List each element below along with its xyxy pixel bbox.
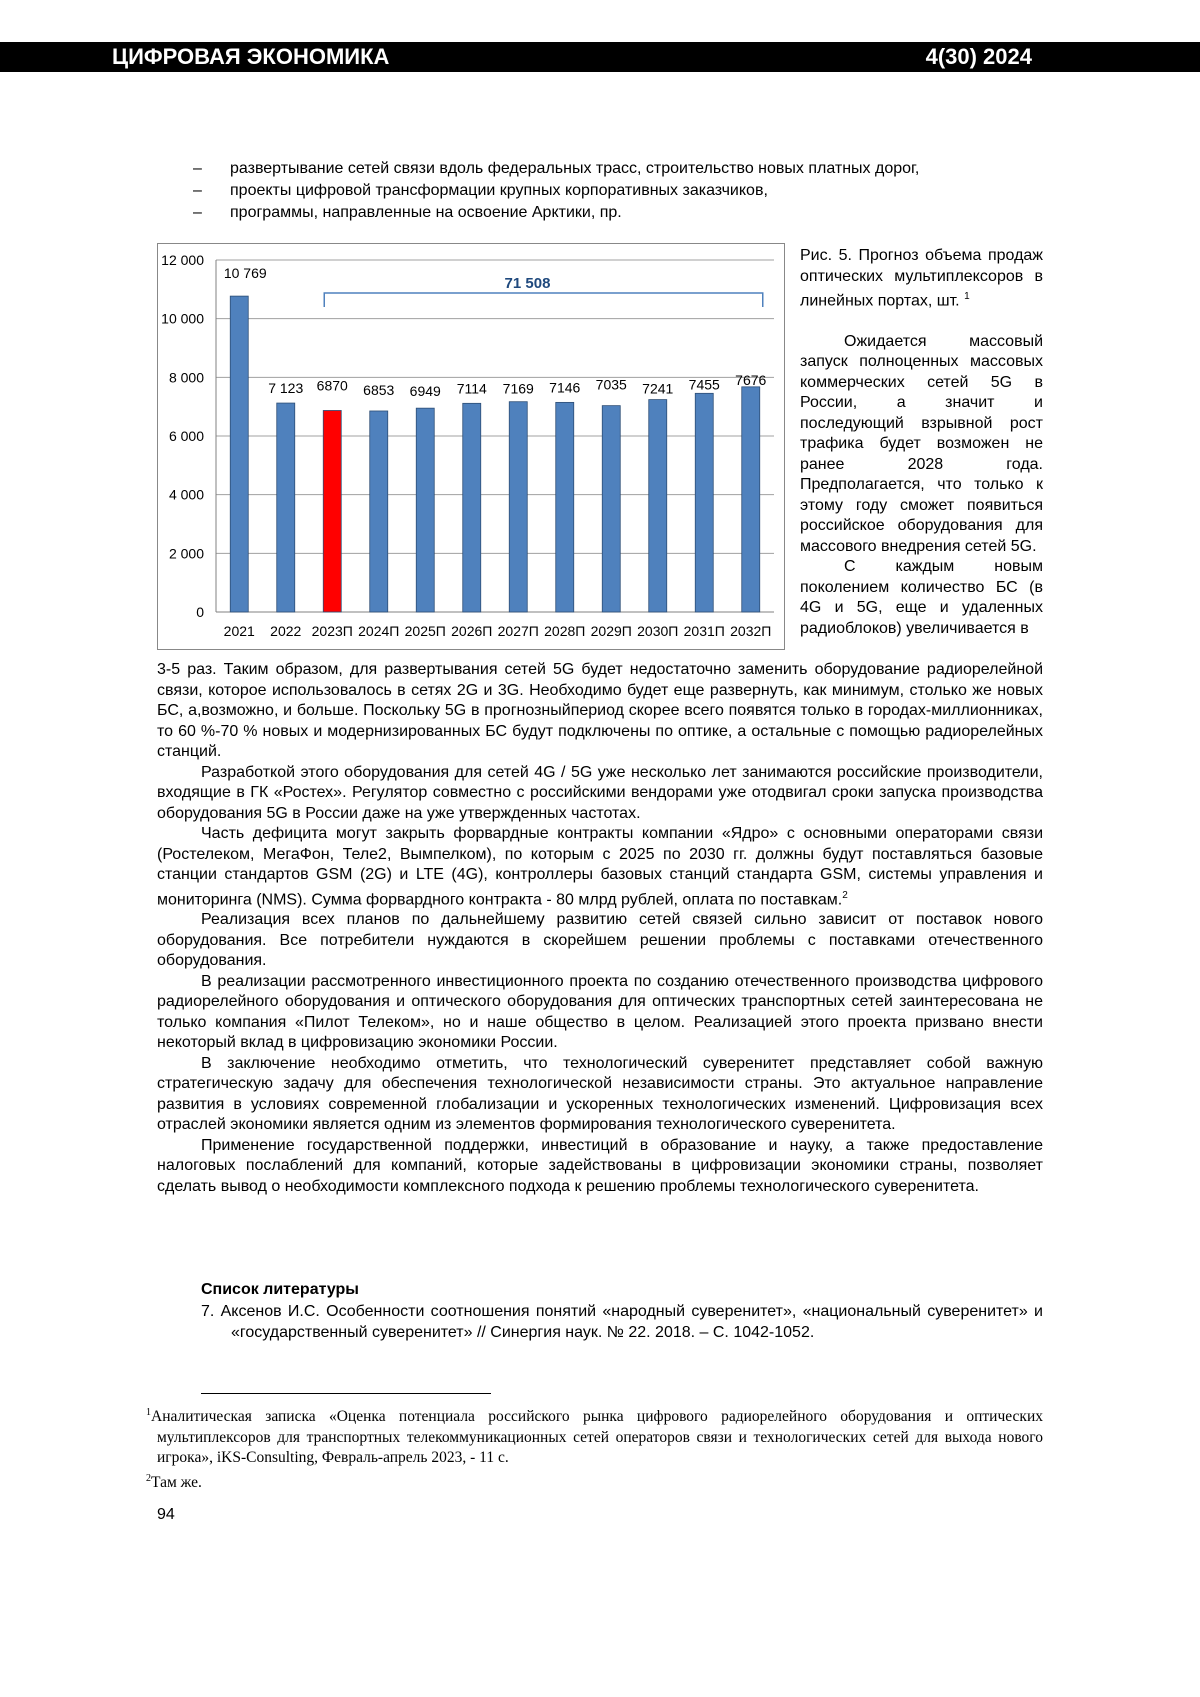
data-label: 7 123 [268, 380, 304, 397]
bullet-list [193, 158, 1043, 224]
data-label: 6870 [316, 377, 348, 394]
issue-number: 4(30) 2024 [925, 44, 1032, 69]
y-tick-label: 0 [196, 604, 204, 620]
x-tick-label: 2032П [730, 623, 772, 639]
bar [649, 400, 667, 612]
bar [416, 408, 434, 612]
data-label: 7146 [549, 379, 581, 396]
footnote [146, 1469, 1043, 1494]
data-label: 6949 [409, 383, 441, 400]
y-tick-label: 12 000 [161, 252, 204, 268]
x-tick-label: 2027П [497, 623, 539, 639]
x-tick-label: 2021 [223, 623, 255, 639]
paragraph: Ожидается массовый запуск полноценных массовых коммерческих сетей 5G в России, а значит и последующий взрывной рост трафика будет возможен не ранее 2028 года. Предполагается, что только к этому году сможет появиться российское оборудования для массового внедрения сетей 5G. [800, 332, 1043, 555]
x-tick-label: 2026П [451, 623, 493, 639]
footnote-mark: 2 [146, 1472, 151, 1484]
data-label: 6853 [363, 381, 395, 398]
references-title: Список литературы [201, 1281, 359, 1298]
paragraph: Разработкой этого оборудования для сетей 4G / 5G уже несколько лет занимаются российские производители, входящие в ГК «Ростех». Регулятор совместно с российскими вендорами уже отодвигал сроки запуска производства оборудования 5G в России даже на уже утвержденных частотах. [157, 763, 1043, 822]
list-item-text: проекты цифровой трансформации крупных корпоративных заказчиков, [230, 182, 768, 199]
footnote [146, 1403, 1043, 1469]
bar [695, 393, 713, 612]
footnote-text: Аналитическая записка «Оценка потенциала российского рынка цифрового радиорелейного оборудования и оптических мультиплексоров для транспортных телекоммуникационных сетей операторов связи и технологических сетей для выхода нового игрока», iKS-Consulting, Февраль-апрель 2023, - 11 с. [151, 1408, 1043, 1467]
x-tick-label: 2031П [683, 623, 725, 639]
bar [370, 411, 388, 612]
footnote-ref: 1 [964, 291, 970, 302]
paragraph: С каждым новым поколением количество БС (в 4G и 5G, еще и удаленных радиоблоков) увеличивается в [800, 558, 1043, 637]
bar [602, 406, 620, 612]
bar [323, 410, 341, 612]
page-number: 94 [157, 1506, 175, 1523]
data-label: 7035 [595, 376, 627, 393]
x-tick-label: 2028П [544, 623, 586, 639]
list-item [193, 180, 1043, 202]
paragraph: 3-5 раз. Таким образом, для развертывания сетей 5G будет недостаточно заменить оборудование радиорелейной связи, которое использовалось в сетях 2G и 3G. Необходимо будет еще развернуть, как минимум, столько же новых БС, а,возможно, и больше. Поскольку 5G в прогнозныйпериод скорее всего появятся только в городах-миллионниках, то 60 %-70 % новых и модернизированных БС будут подключены по оптике, а остальные с помощью радиорелейных станций. [157, 661, 1043, 760]
data-label: 7455 [688, 376, 720, 393]
list-item [193, 158, 1043, 180]
paragraph: Применение государственной поддержки, инвестиций в образование и науку, а также предоставление налоговых послаблений для компаний, которые задействованы в цифровизации экономики страны, позволяет сделать вывод о необходимости комплексного подхода к решению проблемы технологического суверенитета. [157, 1136, 1043, 1195]
figure-caption [800, 246, 1043, 312]
bar [509, 402, 527, 612]
bullet-marker: – [193, 204, 202, 221]
footnote-ref: 2 [842, 889, 848, 901]
paragraph: В реализации рассмотренного инвестиционного проекта по созданию отечественного производства цифрового радиорелейного оборудования и оптического оборудования для оптических транспортных сетей заинтересована не только компания «Пилот Телеком», но и наше общество в целом. Реализацией этого проекта призвано внести некоторый вклад в цифровизацию экономики России. [157, 972, 1043, 1052]
y-tick-label: 10 000 [161, 310, 204, 327]
bar [556, 402, 574, 612]
bar-chart [158, 244, 784, 649]
x-tick-label: 2022 [270, 623, 302, 639]
x-tick-label: 2030П [637, 623, 679, 639]
reference-item: 7. Аксенов И.С. Особенности соотношения понятий «народный суверенитет», «национальный суверенитет» и «государственный суверенитет» // Синергия наук. № 22. 2018. – С. 1042-1052. [201, 1303, 1043, 1341]
bracket [324, 293, 763, 307]
bar [230, 296, 248, 612]
x-tick-label: 2024П [358, 623, 400, 639]
data-label: 7676 [735, 371, 767, 388]
journal-title: ЦИФРОВАЯ ЭКОНОМИКА [112, 44, 390, 69]
footnotes [146, 1403, 1043, 1493]
y-tick-label: 2 000 [168, 545, 204, 562]
list-item-text: программы, направленные на освоение Арктики, пр. [230, 204, 622, 221]
list-item [193, 202, 1043, 224]
footnote-divider [201, 1393, 491, 1394]
bullet-marker: – [193, 182, 202, 199]
data-label: 7114 [456, 380, 487, 397]
bullet-marker: – [193, 160, 202, 177]
paragraph: В заключение необходимо отметить, что технологический суверенитет представляет собой важную стратегическую задачу для обеспечения технологической независимости страны. Это актуальное направление развития в условиях современной глобализации и ускоренных технологических изменений. Цифровизация всех отраслей экономики является одним из элементов формирования технологического суверенитета. [157, 1054, 1043, 1134]
x-tick-label: 2029П [590, 623, 632, 639]
bar [463, 403, 481, 612]
figure-chart [157, 243, 785, 650]
x-tick-label: 2023П [311, 623, 353, 639]
footnote-text: Там же. [151, 1473, 202, 1491]
footnote-mark: 1 [146, 1407, 151, 1418]
data-label: 7169 [502, 380, 534, 397]
bracket-label: 71 508 [504, 275, 551, 292]
main-text [157, 660, 1043, 1197]
y-tick-label: 8 000 [168, 369, 204, 386]
bar [742, 387, 760, 612]
paragraph: Реализация всех планов по дальнейшему развитию сетей связей сильно зависит от поставок нового оборудования. Все потребители нуждаются в скорейшем решении проблемы с поставками отечественного оборудования. [157, 911, 1043, 970]
list-item-text: развертывание сетей связи вдоль федеральных трасс, строительство новых платных дорог, [230, 160, 920, 177]
paragraph [157, 824, 1043, 910]
caption-text: Рис. 5. Прогноз объема продаж оптических мультиплексоров в линейных портах, шт. [800, 247, 1043, 310]
data-label: 7241 [642, 380, 674, 397]
y-tick-label: 4 000 [168, 486, 204, 503]
y-tick-label: 6 000 [168, 428, 204, 444]
paragraph-text: Часть дефицита могут закрыть форвардные контракты компании «Ядро» с основными операторами связи (Ростелеком, МегаФон, Теле2, Вымпелком), по которым с 2025 по 2030 гг. должны будут поставляться базовые станции стандартов GSM (2G) и LTE (4G), контроллеры базовых станций стандарта GSM, системы управления и мониторинга (NMS). Сумма форвардного контракта - 80 млрд рублей, оплата по поставкам. [157, 825, 1043, 908]
data-label: 10 769 [223, 265, 267, 282]
bar [277, 403, 295, 612]
side-column [800, 246, 1043, 639]
journal-header-bar [0, 42, 1200, 72]
x-tick-label: 2025П [404, 623, 446, 639]
